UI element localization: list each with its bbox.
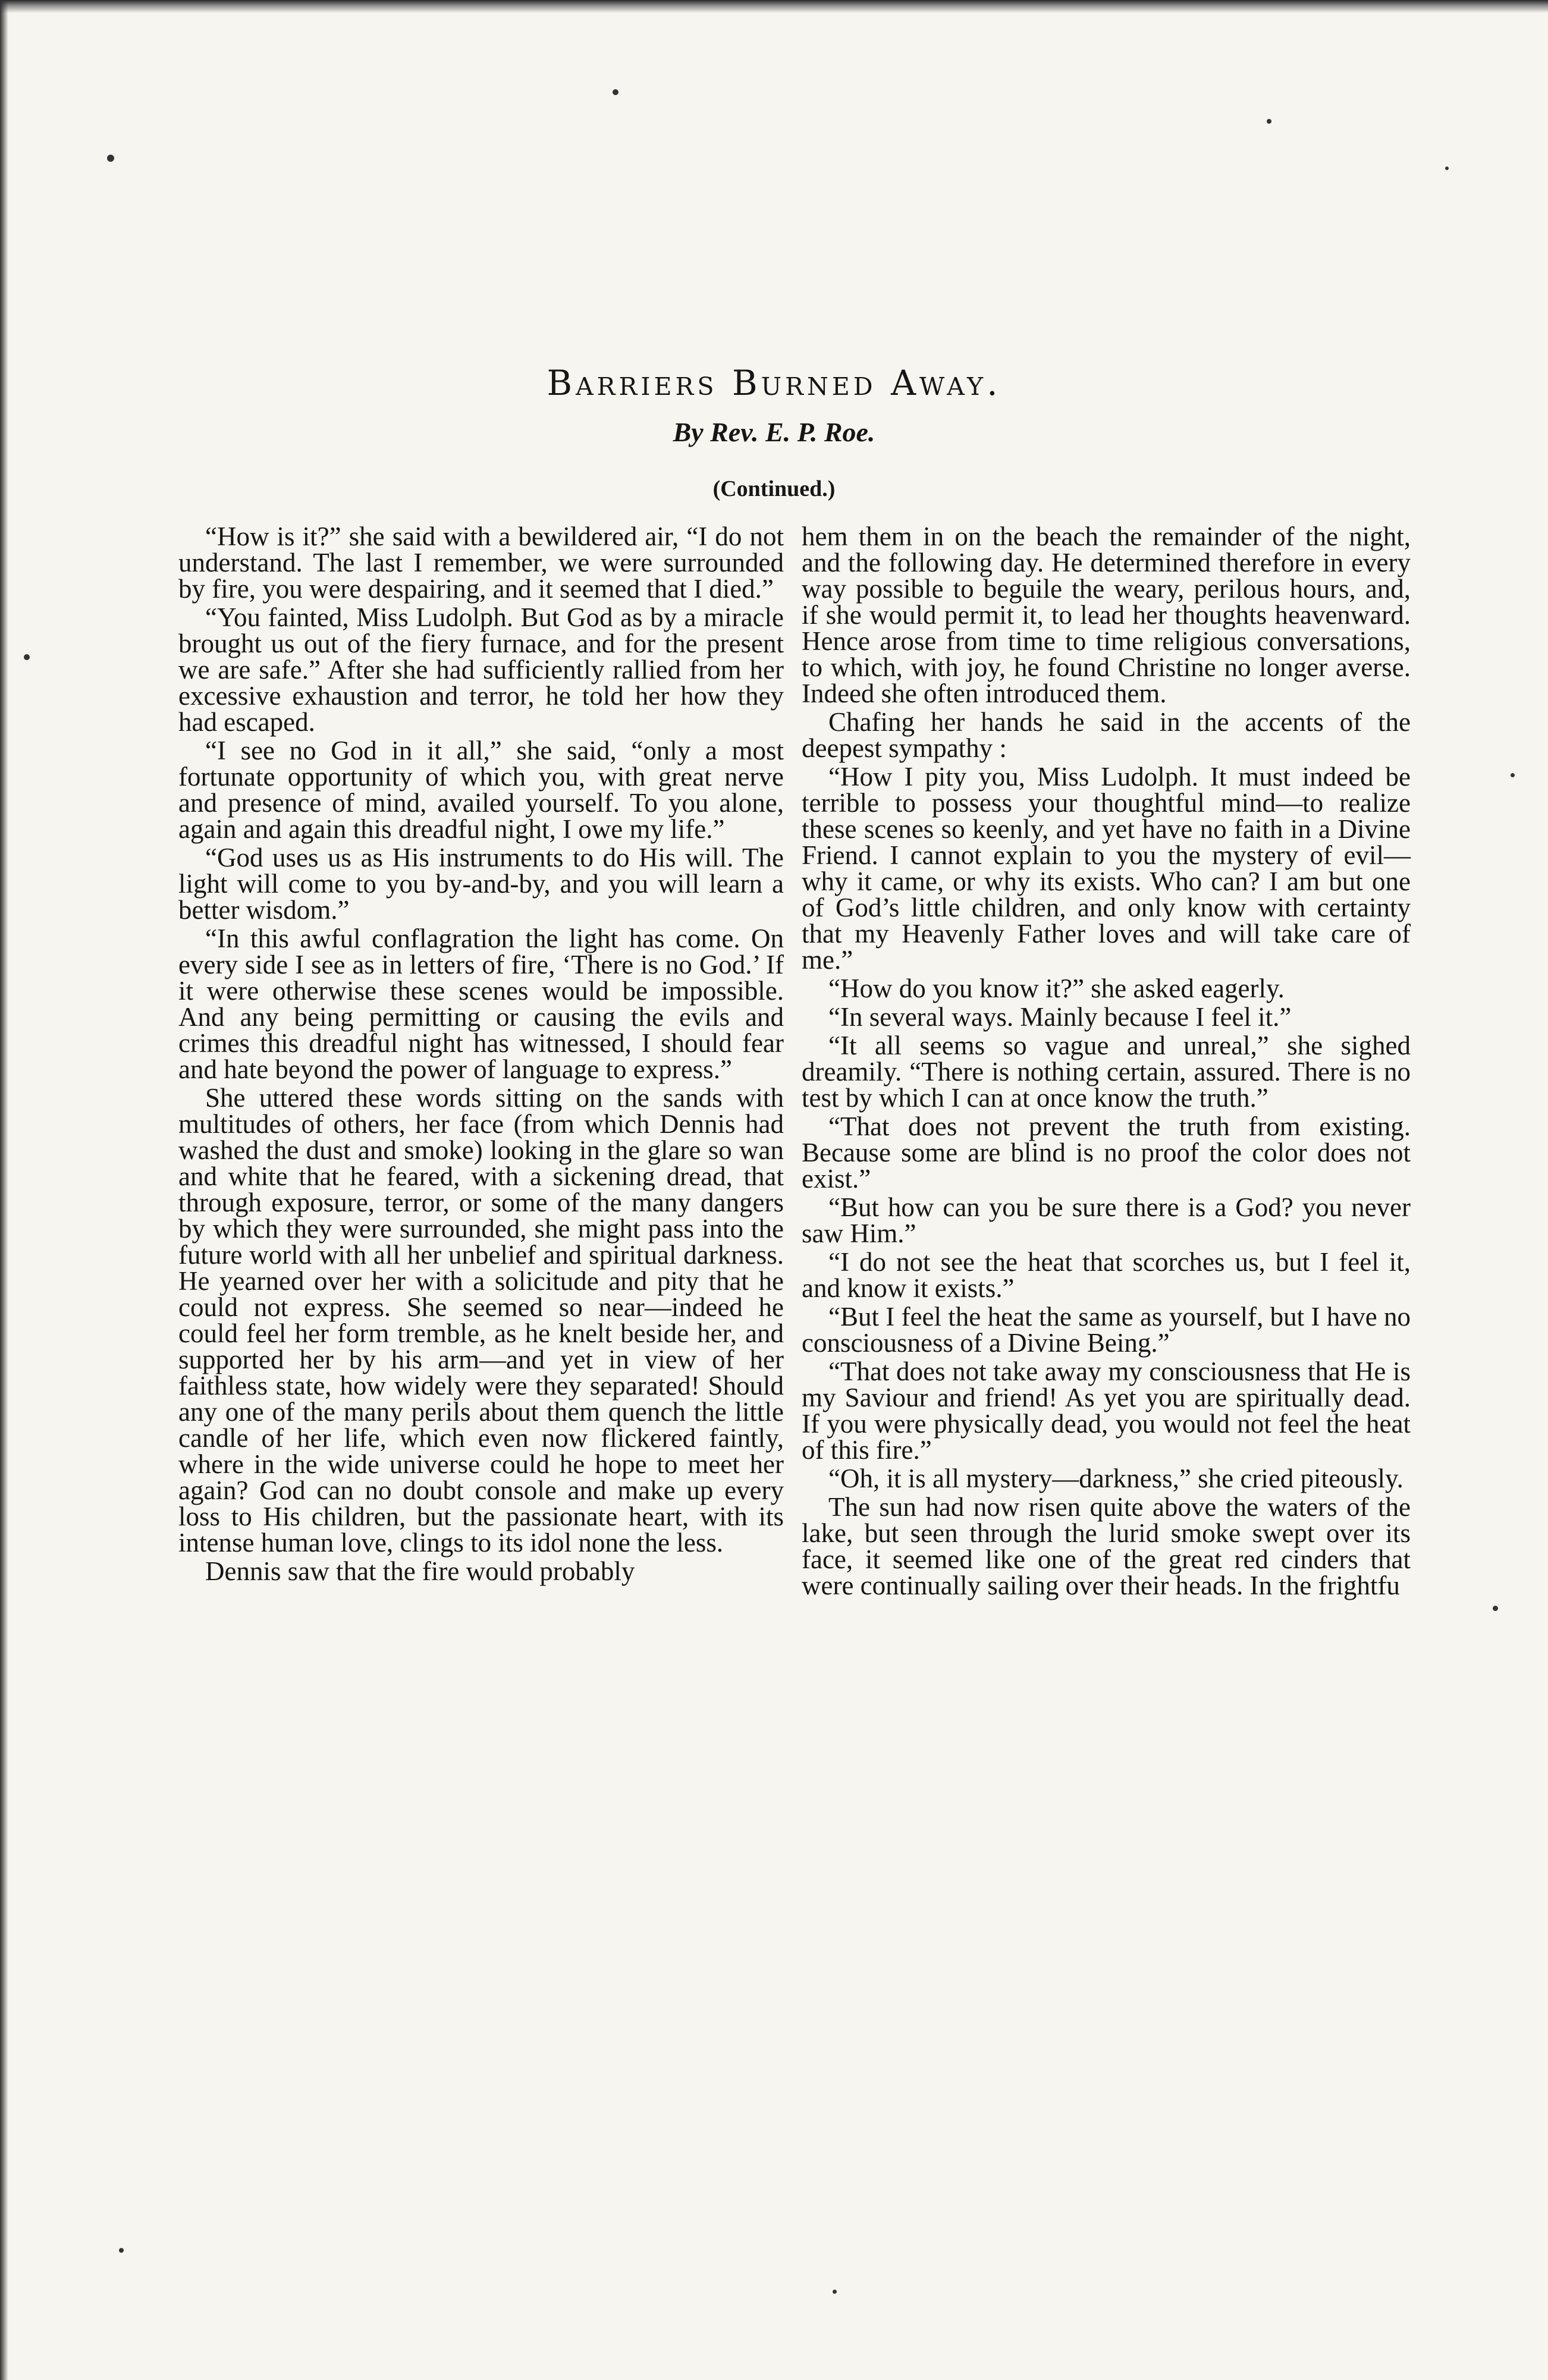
scan-speck [1445, 167, 1449, 170]
paragraph-continuation: hem them in on the beach the remainder of the night, and the following day. He determined therefore in every way possible to beguile the weary, perilous hours, and, if she would permit it, to lead her thoughts heavenward. Hence arose from time to time religious conversations, to which, with joy, he found Christine no longer averse. Indeed she often introduced them. [802, 522, 1411, 708]
paragraph: “In this awful conflagration the light has come. On every side I see as in letters of fire, ‘There is no God.’ If it were otherwise these scenes would be impossible. And any being permitting or causing the evils and crimes this dreadful night has witnessed, I should fear and hate beyond the power of language to express.” [178, 924, 784, 1084]
scan-speck [24, 654, 30, 660]
paragraph: “You fainted, Miss Ludolph. But God as by a miracle brought us out of the fiery furnace, and for the present we are safe.” After she had sufficiently rallied from her excessive exhaustion and terror, he told her how they had escaped. [178, 602, 784, 737]
scan-edge-left [0, 0, 8, 2380]
scan-speck [1267, 119, 1271, 124]
paragraph: “God uses us as His instruments to do His will. The light will come to you by-and-by, and you will learn a better wisdom.” [178, 843, 784, 925]
scan-speck [1493, 1606, 1498, 1611]
text-column-left [178, 523, 784, 1587]
scan-speck [613, 89, 618, 95]
scan-edge-top [0, 0, 1548, 13]
paragraph: Dennis saw that the fire would probably [205, 1556, 635, 1586]
paragraph: “Oh, it is all mystery—darkness,” she cried piteously. [828, 1464, 1403, 1493]
paragraph: “That does not prevent the truth from existing. Because some are blind is no proof the color does not exist.” [802, 1111, 1411, 1194]
paragraph: She uttered these words sitting on the sands with multitudes of others, her face (from which Dennis had washed the dust and smoke) looking in the glare so wan and white that he feared, with a sickening dread, that through exposure, terror, or some of the many dangers by which they were surrounded, she might pass into the future world with all her unbelief and spiritual darkness. He yearned over her with a solicitude and pity that he could not express. She seemed so near—indeed he could feel her form tremble, as he knelt beside her, and supported her by his arm—and yet in view of her faithless state, how widely were they separated! Should any one of the many perils about them quench the little candle of her life, which even now flickered faintly, where in the wide universe could he hope to meet her again? God can no doubt console and make up every loss to His children, but the passionate heart, with its intense human love, clings to its idol none the less. [178, 1083, 784, 1558]
scan-speck [833, 2290, 837, 2294]
paragraph: “But how can you be sure there is a God? you never saw Him.” [802, 1192, 1411, 1248]
scan-speck [119, 2248, 124, 2253]
paragraph: “How do you know it?” she asked eagerly. [828, 974, 1285, 1003]
continued-note: (Continued.) [712, 476, 836, 501]
paragraph: “In several ways. Mainly because I feel it.” [828, 1002, 1292, 1032]
paragraph: “How I pity you, Miss Ludolph. It must indeed be terrible to possess your thoughtful mind—to realize these scenes so keenly, and yet have no faith in a Divine Friend. I cannot explain to you the mystery of evil—why it came, or why its exists. Who can? I am but one of God’s little children, and only know with certainty that my Heavenly Father loves and will take care of me.” [802, 762, 1411, 975]
article-title: Barriers Burned Away. [547, 363, 1001, 403]
paragraph: “It all seems so vague and unreal,” she sighed dreamily. “There is nothing certain, assured. There is no test by which I can at once know the truth.” [802, 1031, 1411, 1113]
paragraph: “How is it?” she said with a bewildered air, “I do not understand. The last I remember, we were surrounded by fire, you were despairing, and it seemed that I died.” [178, 522, 784, 604]
paragraph: “I do not see the heat that scorches us, but I feel it, and know it exists.” [802, 1247, 1411, 1303]
scan-speck [1511, 773, 1515, 777]
scan-speck [107, 155, 114, 162]
article-byline: By Rev. E. P. Roe. [673, 417, 875, 447]
paragraph: “I see no God in it all,” she said, “only a most fortunate opportunity of which you, with great nerve and presence of mind, availed yourself. To you alone, again and again this dreadful night, I owe my life.” [178, 736, 784, 844]
paragraph: The sun had now risen quite above the waters of the lake, but seen through the lurid smoke swept over its face, it seemed like one of the great red cinders that were continually sailing over their heads. In the frightfu [802, 1492, 1411, 1600]
paragraph: Chafing her hands he said in the accents of the deepest sympathy : [802, 707, 1411, 763]
paragraph: “But I feel the heat the same as yourself, but I have no consciousness of a Divine Being.” [802, 1302, 1411, 1358]
paragraph: “That does not take away my consciousness that He is my Saviour and friend! As yet you are spiritually dead. If you were physically dead, you would not feel the heat of this fire.” [802, 1357, 1411, 1465]
text-column-right [802, 523, 1411, 1601]
